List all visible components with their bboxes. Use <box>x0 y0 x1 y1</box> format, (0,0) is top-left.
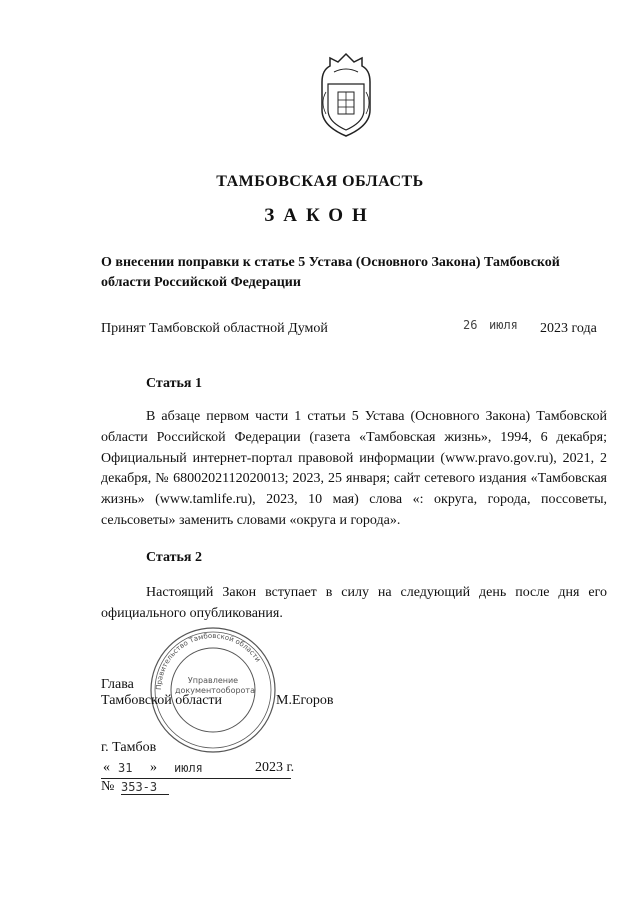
adoption-month: июля <box>489 318 518 332</box>
place-of-signing: г. Тамбов <box>101 740 157 755</box>
signing-year: 2023 г. <box>255 760 295 775</box>
document-type-title: ЗАКОН <box>264 205 376 226</box>
article-1-title: Статья 1 <box>146 376 202 391</box>
stamp-outer-text: Правительство Тамбовской области <box>154 631 263 691</box>
signature-region: Тамбовской области <box>101 693 223 708</box>
signature-title: Глава <box>101 677 134 692</box>
adoption-year: 2023 года <box>540 321 597 336</box>
signature-name: М.Егоров <box>276 693 334 708</box>
region-title: ТАМБОВСКАЯ ОБЛАСТЬ <box>216 173 424 190</box>
coat-of-arms-emblem <box>316 52 376 140</box>
adoption-text: Принят Тамбовской областной Думой <box>101 321 328 336</box>
signing-day: 31 <box>118 761 133 775</box>
signing-month: июля <box>174 761 203 775</box>
article-2-text: Настоящий Закон вступает в силу на следующий день после дня его официального опубликования. <box>101 585 607 621</box>
law-number: 353-З <box>121 780 169 795</box>
article-2-title: Статья 2 <box>146 550 202 565</box>
adoption-day: 26 <box>463 318 478 332</box>
number-label: № <box>101 779 115 794</box>
law-subject: О внесении поправки к статье 5 Устава (Основного Закона) Тамбовской области Российской Федерации <box>101 255 560 290</box>
date-close-quote: » <box>150 760 157 775</box>
date-open-quote: « <box>103 760 110 775</box>
stamp-inner-text: Управление документооборота <box>175 676 255 695</box>
article-1-text: В абзаце первом части 1 статьи 5 Устава (Основного Закона) Тамбовской области Российской Федерации (газета «Тамбовская жизнь», 1994, 6 декабря; Официальный интернет-портал правовой информации (www.pravo.gov.ru), 2021, 2 декабря, № 6800202112020013; 2023, 25 января; сайт сетевого издания «Тамбовская жизнь» (www.tamlife.ru), 2023, 10 мая) слова «: округа, города, поссоветы, сельсоветы» заменить словами «округа и города». <box>101 409 607 528</box>
